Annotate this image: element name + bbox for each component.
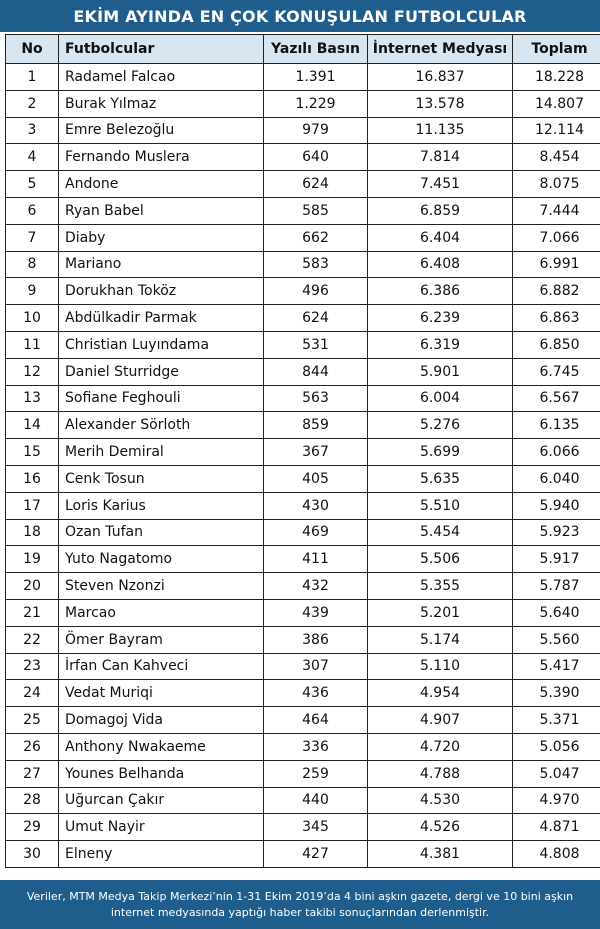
cell-internet-media: 5.454 — [368, 519, 513, 546]
cell-print-press: 259 — [264, 760, 368, 787]
cell-internet-media: 4.907 — [368, 707, 513, 734]
cell-rank: 10 — [6, 305, 59, 332]
cell-print-press: 439 — [264, 599, 368, 626]
cell-player-name: Ozan Tufan — [59, 519, 264, 546]
cell-rank: 24 — [6, 680, 59, 707]
cell-player-name: Christian Luyındama — [59, 331, 264, 358]
cell-total: 4.871 — [513, 814, 600, 841]
cell-rank: 11 — [6, 331, 59, 358]
table-row — [6, 465, 600, 492]
cell-print-press: 583 — [264, 251, 368, 278]
cell-player-name: Anthony Nwakaeme — [59, 733, 264, 760]
cell-rank: 9 — [6, 278, 59, 305]
column-header-players: Futbolcular — [59, 35, 264, 64]
cell-total: 12.114 — [513, 117, 600, 144]
cell-player-name: Ömer Bayram — [59, 626, 264, 653]
table-row — [6, 760, 600, 787]
table-row — [6, 599, 600, 626]
cell-internet-media: 4.954 — [368, 680, 513, 707]
cell-print-press: 345 — [264, 814, 368, 841]
cell-rank: 14 — [6, 412, 59, 439]
cell-internet-media: 16.837 — [368, 64, 513, 91]
table-row — [6, 573, 600, 600]
page-title: EKİM AYINDA EN ÇOK KONUŞULAN FUTBOLCULAR — [0, 0, 600, 32]
cell-rank: 5 — [6, 171, 59, 198]
cell-player-name: Alexander Sörloth — [59, 412, 264, 439]
cell-internet-media: 4.526 — [368, 814, 513, 841]
cell-total: 6.745 — [513, 358, 600, 385]
table-row — [6, 90, 600, 117]
cell-player-name: Loris Karius — [59, 492, 264, 519]
table-row — [6, 439, 600, 466]
cell-internet-media: 4.530 — [368, 787, 513, 814]
cell-internet-media: 7.451 — [368, 171, 513, 198]
cell-total: 6.135 — [513, 412, 600, 439]
cell-rank: 7 — [6, 224, 59, 251]
cell-print-press: 405 — [264, 465, 368, 492]
cell-internet-media: 6.239 — [368, 305, 513, 332]
cell-print-press: 411 — [264, 546, 368, 573]
table-row — [6, 546, 600, 573]
cell-internet-media: 5.355 — [368, 573, 513, 600]
cell-total: 7.444 — [513, 197, 600, 224]
cell-total: 4.808 — [513, 841, 600, 868]
table-row — [6, 64, 600, 91]
cell-rank: 1 — [6, 64, 59, 91]
cell-player-name: Vedat Muriqi — [59, 680, 264, 707]
table-row — [6, 626, 600, 653]
cell-total: 5.417 — [513, 653, 600, 680]
cell-player-name: Sofiane Feghouli — [59, 385, 264, 412]
cell-total: 4.970 — [513, 787, 600, 814]
cell-total: 8.075 — [513, 171, 600, 198]
cell-print-press: 367 — [264, 439, 368, 466]
cell-player-name: Uğurcan Çakır — [59, 787, 264, 814]
cell-print-press: 624 — [264, 171, 368, 198]
table-row — [6, 331, 600, 358]
cell-internet-media: 5.506 — [368, 546, 513, 573]
cell-rank: 16 — [6, 465, 59, 492]
cell-rank: 30 — [6, 841, 59, 868]
cell-rank: 17 — [6, 492, 59, 519]
cell-internet-media: 5.901 — [368, 358, 513, 385]
cell-internet-media: 5.510 — [368, 492, 513, 519]
cell-print-press: 464 — [264, 707, 368, 734]
table-row — [6, 787, 600, 814]
cell-print-press: 585 — [264, 197, 368, 224]
cell-player-name: Merih Demiral — [59, 439, 264, 466]
table-row — [6, 358, 600, 385]
cell-print-press: 307 — [264, 653, 368, 680]
table-row — [6, 814, 600, 841]
cell-player-name: Abdülkadir Parmak — [59, 305, 264, 332]
cell-print-press: 432 — [264, 573, 368, 600]
cell-player-name: Yuto Nagatomo — [59, 546, 264, 573]
cell-rank: 18 — [6, 519, 59, 546]
column-header-total: Toplam — [513, 35, 600, 64]
cell-internet-media: 7.814 — [368, 144, 513, 171]
cell-player-name: Andone — [59, 171, 264, 198]
table-row — [6, 305, 600, 332]
table-row — [6, 707, 600, 734]
cell-print-press: 859 — [264, 412, 368, 439]
cell-total: 6.040 — [513, 465, 600, 492]
cell-internet-media: 6.319 — [368, 331, 513, 358]
cell-player-name: Emre Belezoğlu — [59, 117, 264, 144]
cell-rank: 27 — [6, 760, 59, 787]
cell-rank: 20 — [6, 573, 59, 600]
cell-player-name: Steven Nzonzi — [59, 573, 264, 600]
cell-internet-media: 4.788 — [368, 760, 513, 787]
cell-print-press: 427 — [264, 841, 368, 868]
table-row — [6, 492, 600, 519]
cell-total: 18.228 — [513, 64, 600, 91]
cell-print-press: 440 — [264, 787, 368, 814]
header-row — [6, 35, 600, 64]
table-row — [6, 653, 600, 680]
cell-internet-media: 13.578 — [368, 90, 513, 117]
table-row — [6, 841, 600, 868]
cell-rank: 19 — [6, 546, 59, 573]
cell-internet-media: 6.859 — [368, 197, 513, 224]
cell-print-press: 662 — [264, 224, 368, 251]
cell-total: 6.567 — [513, 385, 600, 412]
cell-rank: 25 — [6, 707, 59, 734]
cell-print-press: 496 — [264, 278, 368, 305]
cell-player-name: Younes Belhanda — [59, 760, 264, 787]
cell-internet-media: 4.381 — [368, 841, 513, 868]
cell-internet-media: 5.201 — [368, 599, 513, 626]
table-row — [6, 680, 600, 707]
cell-player-name: Elneny — [59, 841, 264, 868]
table-row — [6, 278, 600, 305]
cell-total: 14.807 — [513, 90, 600, 117]
table-row — [6, 117, 600, 144]
cell-total: 5.917 — [513, 546, 600, 573]
players-table — [5, 34, 600, 868]
cell-total: 6.850 — [513, 331, 600, 358]
cell-player-name: Cenk Tosun — [59, 465, 264, 492]
cell-internet-media: 6.004 — [368, 385, 513, 412]
cell-total: 5.390 — [513, 680, 600, 707]
table-row — [6, 385, 600, 412]
cell-player-name: Marcao — [59, 599, 264, 626]
cell-player-name: Diaby — [59, 224, 264, 251]
cell-rank: 3 — [6, 117, 59, 144]
cell-print-press: 386 — [264, 626, 368, 653]
source-note: Veriler, MTM Medya Takip Merkezi’nin 1-31 Ekim 2019’da 4 bini aşkın gazete, dergi ve 10 bini aşkın internet medyasında yaptığı haber takibi sonuçlarından derlenmiştir. — [0, 880, 600, 929]
cell-internet-media: 11.135 — [368, 117, 513, 144]
cell-print-press: 430 — [264, 492, 368, 519]
table-row — [6, 144, 600, 171]
table-row — [6, 251, 600, 278]
cell-rank: 4 — [6, 144, 59, 171]
cell-player-name: İrfan Can Kahveci — [59, 653, 264, 680]
cell-rank: 26 — [6, 733, 59, 760]
cell-player-name: Umut Nayir — [59, 814, 264, 841]
cell-total: 5.056 — [513, 733, 600, 760]
cell-print-press: 563 — [264, 385, 368, 412]
cell-rank: 6 — [6, 197, 59, 224]
cell-print-press: 979 — [264, 117, 368, 144]
cell-print-press: 1.229 — [264, 90, 368, 117]
cell-total: 5.560 — [513, 626, 600, 653]
cell-total: 6.991 — [513, 251, 600, 278]
cell-total: 8.454 — [513, 144, 600, 171]
cell-player-name: Mariano — [59, 251, 264, 278]
column-header-print-press: Yazılı Basın — [264, 35, 368, 64]
cell-internet-media: 5.110 — [368, 653, 513, 680]
cell-internet-media: 5.276 — [368, 412, 513, 439]
cell-rank: 12 — [6, 358, 59, 385]
cell-total: 6.066 — [513, 439, 600, 466]
column-header-no: No — [6, 35, 59, 64]
cell-print-press: 1.391 — [264, 64, 368, 91]
cell-rank: 8 — [6, 251, 59, 278]
cell-player-name: Burak Yılmaz — [59, 90, 264, 117]
table-row — [6, 519, 600, 546]
cell-player-name: Daniel Sturridge — [59, 358, 264, 385]
cell-internet-media: 5.174 — [368, 626, 513, 653]
table-body — [6, 64, 600, 868]
cell-internet-media: 5.699 — [368, 439, 513, 466]
cell-player-name: Dorukhan Toköz — [59, 278, 264, 305]
table-row — [6, 412, 600, 439]
cell-player-name: Fernando Muslera — [59, 144, 264, 171]
cell-rank: 13 — [6, 385, 59, 412]
cell-total: 7.066 — [513, 224, 600, 251]
table-row — [6, 224, 600, 251]
cell-print-press: 844 — [264, 358, 368, 385]
cell-rank: 23 — [6, 653, 59, 680]
cell-player-name: Ryan Babel — [59, 197, 264, 224]
table-row — [6, 171, 600, 198]
table-row — [6, 197, 600, 224]
cell-print-press: 624 — [264, 305, 368, 332]
cell-rank: 22 — [6, 626, 59, 653]
cell-total: 5.047 — [513, 760, 600, 787]
cell-player-name: Domagoj Vida — [59, 707, 264, 734]
table-row — [6, 733, 600, 760]
cell-total: 5.371 — [513, 707, 600, 734]
cell-print-press: 436 — [264, 680, 368, 707]
cell-rank: 28 — [6, 787, 59, 814]
cell-internet-media: 6.404 — [368, 224, 513, 251]
cell-rank: 21 — [6, 599, 59, 626]
cell-rank: 15 — [6, 439, 59, 466]
cell-total: 5.640 — [513, 599, 600, 626]
cell-internet-media: 6.408 — [368, 251, 513, 278]
cell-print-press: 469 — [264, 519, 368, 546]
cell-total: 5.923 — [513, 519, 600, 546]
cell-internet-media: 5.635 — [368, 465, 513, 492]
cell-internet-media: 6.386 — [368, 278, 513, 305]
cell-print-press: 531 — [264, 331, 368, 358]
cell-print-press: 336 — [264, 733, 368, 760]
column-header-internet-media: İnternet Medyası — [368, 35, 513, 64]
cell-player-name: Radamel Falcao — [59, 64, 264, 91]
cell-rank: 2 — [6, 90, 59, 117]
cell-total: 6.882 — [513, 278, 600, 305]
cell-internet-media: 4.720 — [368, 733, 513, 760]
cell-total: 5.940 — [513, 492, 600, 519]
cell-total: 6.863 — [513, 305, 600, 332]
cell-rank: 29 — [6, 814, 59, 841]
table-header — [6, 35, 600, 64]
cell-total: 5.787 — [513, 573, 600, 600]
cell-print-press: 640 — [264, 144, 368, 171]
